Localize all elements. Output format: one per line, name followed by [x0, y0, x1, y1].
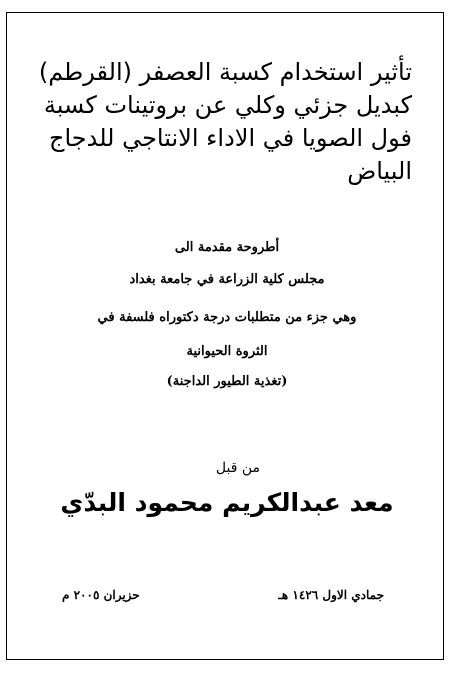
title-line: تأثير استخدام كسبة العصفر (القرطم): [38, 58, 412, 86]
title-line: فول الصويا في الاداء الانتاجي للدجاج: [48, 124, 412, 152]
by-label: من قبل: [215, 460, 261, 476]
submission-line: الثروة الحيوانية: [186, 344, 268, 359]
submission-line: (تغذية الطيور الداجنة): [166, 374, 288, 389]
submission-line: وهي جزء من متطلبات درجة دكتوراه فلسفة في: [97, 310, 357, 325]
title-line: كبديل جزئي وكلي عن بروتينات كسبة: [43, 91, 412, 119]
thesis-title: [20, 56, 412, 188]
hijri-date: جمادي الاول ١٤٢٦ هـ: [278, 588, 384, 602]
submission-line: مجلس كلية الزراعة في جامعة بغداد: [129, 272, 325, 287]
submission-line: أطروحة مقدمة الى: [174, 240, 280, 255]
author-name: معد عبدالكريم محمود البدّي: [60, 488, 394, 517]
title-line: البياض: [347, 157, 412, 185]
gregorian-date: حزيران ٢٠٠٥ م: [62, 588, 140, 602]
